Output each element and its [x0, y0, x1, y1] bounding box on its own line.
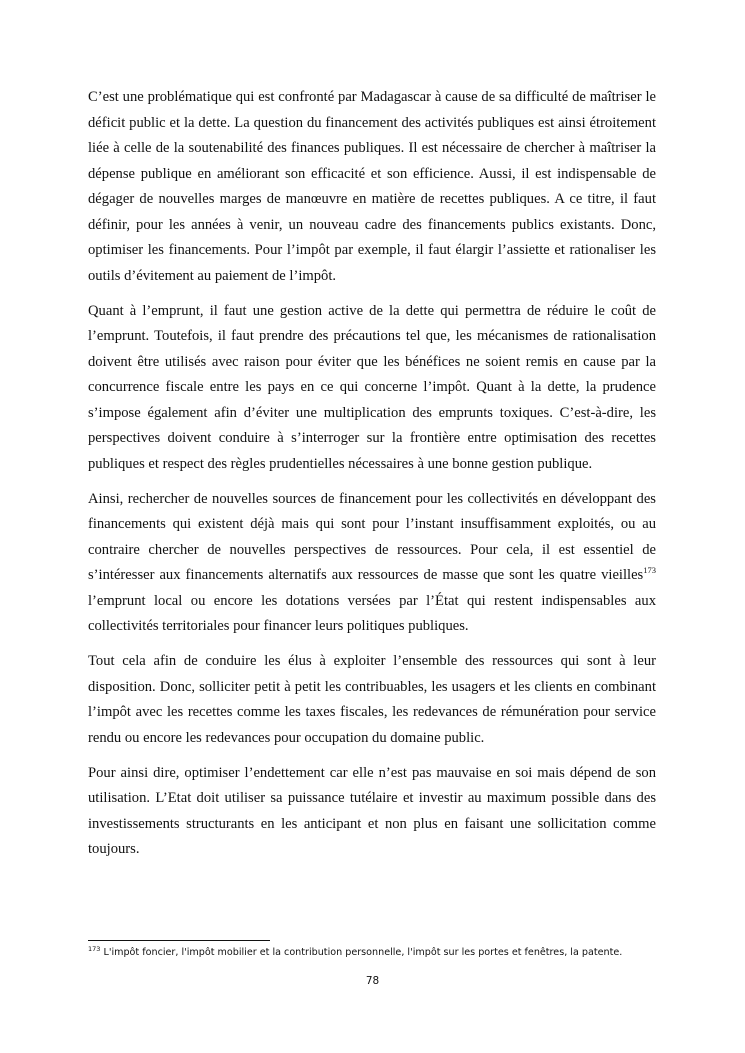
body-text — [88, 85, 656, 872]
paragraph-5: Pour ainsi dire, optimiser l’endettement car elle n’est pas mauvaise en soi mais dépend de son utilisation. L’Etat doit utiliser sa puissance tutélaire et investir au maximum possible dans des investissements structurants en les anticipant et non plus en faisant une sollicitation comme toujours. — [88, 764, 656, 857]
paragraph-4: Tout cela afin de conduire les élus à exploiter l’ensemble des ressources qui sont à leur disposition. Donc, solliciter petit à petit les contribuables, les usagers et les clients en combinant l’impôt avec les recettes comme les taxes fiscales, les redevances de rémunération pour service rendu ou encore les redevances pour occupation du domaine public. — [88, 653, 656, 746]
footnote-text: L'impôt foncier, l'impôt mobilier et la contribution personnelle, l'impôt sur les portes et fenêtres, la patente. — [100, 947, 623, 958]
paragraph-3 — [88, 487, 656, 640]
paragraph-3-text: Ainsi, rechercher de nouvelles sources de financement pour les collectivités en développant des financements qui existent déjà mais qui sont pour l’instant insuffisamment exploités, ou au contraire chercher de nouvelles perspectives de ressources. Pour cela, il est essentiel de s’intéresser aux financements alternatifs aux ressources de masse que sont les quatre vieilles — [88, 490, 656, 583]
footnote-reference[interactable]: 173 — [643, 565, 656, 575]
page-number: 78 — [365, 975, 380, 987]
footnote-number: 173 — [88, 945, 101, 953]
paragraph-3-continuation: l’emprunt local ou encore les dotations versées par l’État qui restent indispensables aux collectivités territoriales pour financer leurs politiques publiques. — [88, 592, 656, 634]
paragraph-2: Quant à l’emprunt, il faut une gestion active de la dette qui permettra de réduire le coût de l’emprunt. Toutefois, il faut prendre des précautions tel que, les mécanismes de rationalisation doivent être utilisés avec raison pour éviter que les bénéfices ne soient remis en cause par la concurrence fiscale entre les pays en ce qui concerne l’impôt. Quant à la dette, la prudence s’impose également afin d’éviter une multiplication des emprunts toxiques. C’est-à-dire, les perspectives doivent conduire à s’interroger sur la frontière entre optimisation des recettes publiques et respect des règles prudentielles nécessaires à une bonne gestion publique. — [88, 302, 656, 472]
footnote-separator — [88, 940, 270, 941]
paragraph-1: C’est une problématique qui est confronté par Madagascar à cause de sa difficulté de maîtriser le déficit public et la dette. La question du financement des activités publiques est ainsi étroitement liée à celle de la soutenabilité des finances publiques. Il est nécessaire de chercher à maîtriser la dépense publique en améliorant son efficacité et son efficience. Aussi, il est indispensable de dégager de nouvelles marges de manœuvre en matière de recettes publiques. A ce titre, il faut définir, pour les années à venir, un nouveau cadre des financements publics existants. Donc, optimiser les financements. Pour l’impôt par exemple, il faut élargir l’assiette et rationaliser les outils d’évitement au paiement de l’impôt. — [88, 89, 656, 284]
footnote — [88, 946, 688, 960]
